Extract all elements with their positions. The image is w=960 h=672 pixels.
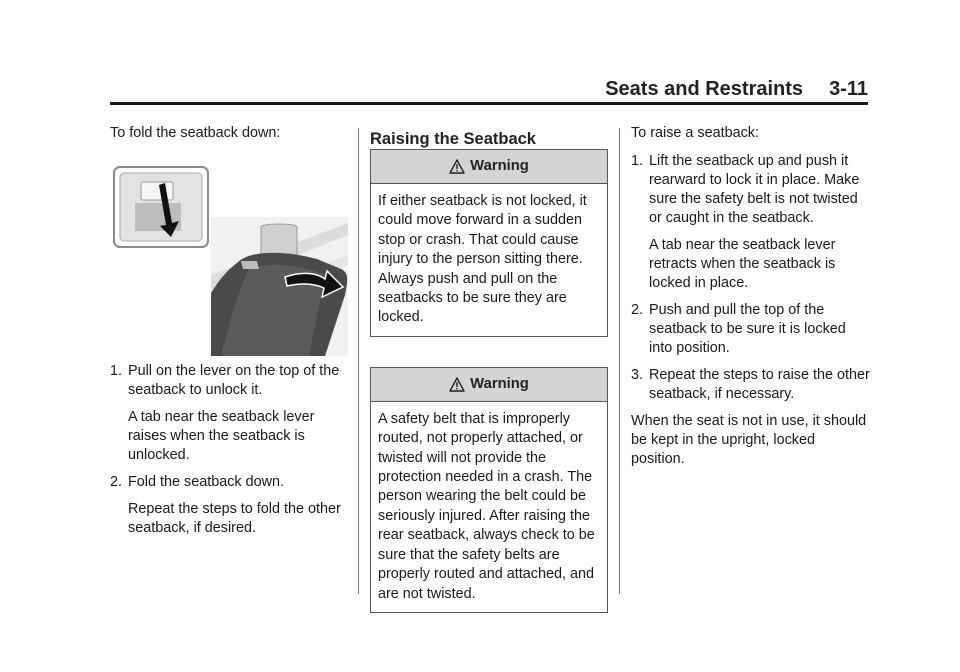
step-text: Pull on the lever on the top of the seatback to unlock it.: [128, 363, 340, 398]
step-text: Push and pull the top of the seatback to be sure it is locked into position.: [649, 302, 846, 356]
closing-note: When the seat is not in use, it should be kept in the upright, locked position.: [631, 413, 867, 467]
section-title: Seats and Restraints: [605, 78, 804, 100]
step-note: A tab near the seatback lever retracts when the seatback is locked in place.: [649, 237, 836, 291]
step-text: Lift the seatback up and push it rearward to lock it in place. Make sure the safety belt is not twisted or caught in the seatback.: [649, 153, 860, 226]
section-heading: Raising the Seatback: [370, 130, 536, 148]
step-number: 2.: [631, 302, 644, 318]
warning-title: Warning: [470, 375, 529, 392]
column-divider: [358, 128, 359, 594]
list-item: [110, 362, 342, 465]
column-divider: [619, 128, 620, 594]
page-number: 3-11: [829, 78, 868, 100]
fold-steps: [110, 362, 342, 538]
warning-text: A safety belt that is improperly routed, not properly attached, or twisted will not provide the protection needed in a crash. The person wearing the belt could be seriously injured. After raising the rear seatback, always check to be sure that the safety belts are properly routed and attached, and are not twisted.: [378, 410, 595, 602]
warning-header: [371, 368, 607, 402]
step-number: 2.: [110, 474, 123, 490]
warning-icon: [449, 159, 465, 174]
column-raise-steps: [631, 124, 871, 469]
fold-intro: To fold the seatback down:: [110, 125, 281, 141]
warning-header: [371, 150, 607, 184]
column-raising-seatback: [370, 130, 608, 643]
step-number: 3.: [631, 367, 644, 383]
warning-text: If either seatback is not locked, it could move forward in a sudden stop or crash. That could cause injury to the person sitting there. Always push and pull on the seatbacks to be sure they are locked.: [378, 193, 587, 326]
raise-steps: [631, 152, 871, 404]
header-rule: [110, 102, 868, 105]
page-header: [560, 78, 868, 101]
list-item: [110, 473, 342, 538]
warning-title: Warning: [470, 158, 529, 174]
list-item: [631, 152, 871, 293]
step-number: 1.: [631, 153, 644, 169]
step-text: Repeat the steps to raise the other seatback, if necessary.: [649, 367, 870, 402]
seatback-lever-illustration: [111, 165, 348, 356]
warning-icon: [449, 377, 465, 392]
list-item: [631, 366, 871, 404]
step-number: 1.: [110, 363, 123, 379]
warning-box: [370, 367, 608, 613]
step-text: Fold the seatback down.: [128, 474, 284, 490]
step-note: A tab near the seatback lever raises when the seatback is unlocked.: [128, 409, 315, 463]
list-item: [631, 301, 871, 358]
warning-box: [370, 149, 608, 337]
raise-intro: To raise a seatback:: [631, 125, 759, 141]
step-note: Repeat the steps to fold the other seatback, if desired.: [128, 501, 341, 536]
